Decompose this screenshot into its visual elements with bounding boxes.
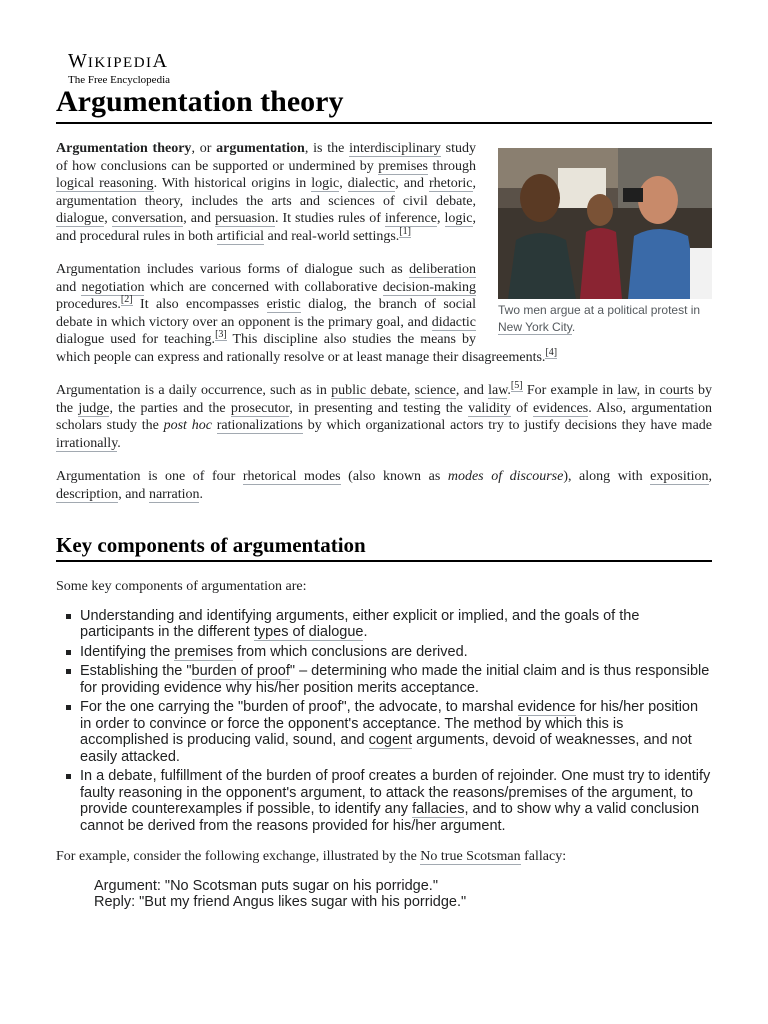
link-evidences[interactable]: evidences	[533, 400, 589, 416]
link-didactic[interactable]: didactic	[431, 314, 476, 330]
link-narration[interactable]: narration	[148, 486, 200, 502]
link-dialectic[interactable]: dialectic	[347, 176, 396, 191]
link-types-of-dialogue[interactable]: types of dialogue	[253, 624, 364, 640]
list-item: Establishing the "burden of proof" – determining who made the initial claim and is thus responsible for providing evidence why his/her position merits acceptance.	[80, 663, 712, 696]
argument-line: Argument: "No Scotsman puts sugar on his porridge."	[94, 877, 438, 894]
link-law[interactable]: law	[488, 383, 508, 398]
paragraph-4: Argumentation is one of four rhetorical modes (also known as modes of discourse), along with exposition, description, and narration.	[56, 469, 712, 502]
link-rationalizations[interactable]: rationalizations	[216, 418, 303, 433]
link-premises-2[interactable]: premises	[174, 643, 234, 660]
link-dialogue[interactable]: dialogue	[56, 211, 105, 226]
page-title: Argumentation theory	[56, 84, 712, 124]
link-new-york-city[interactable]: New York City	[498, 320, 572, 334]
link-irrationally[interactable]: irrationally	[56, 435, 118, 451]
link-logic[interactable]: logic	[311, 176, 340, 191]
paragraph-3: Argumentation is a daily occurrence, such as in public debate, science, and law.[5] For example in law, in courts by the judge, the parties and the prosecutor, in presenting and testing the validity of evidences. Also, argumentation scholars study the post hoc rationalizations by which organizational actors try to justify decisions they have made irrationally.	[56, 380, 712, 451]
link-description[interactable]: description	[56, 486, 119, 502]
list-item: Identifying the premises from which conclusions are derived.	[80, 644, 712, 661]
link-deliberation[interactable]: deliberation	[409, 262, 476, 277]
infobox-figure	[498, 148, 712, 336]
link-public-debate[interactable]: public debate	[331, 383, 407, 398]
citation-5[interactable]: [5]	[510, 380, 523, 392]
link-prosecutor[interactable]: prosecutor	[230, 400, 290, 416]
protest-photo[interactable]	[498, 148, 712, 299]
link-logical-reasoning[interactable]: logical reasoning	[56, 176, 154, 191]
link-rhetoric[interactable]: rhetoric	[428, 176, 473, 191]
citation-1[interactable]: [1]	[399, 225, 411, 237]
link-law-2[interactable]: law	[617, 383, 637, 398]
components-list	[56, 608, 712, 835]
citation-4[interactable]: [4]	[545, 346, 558, 358]
paragraph-1: Argumentation theory, or argumentation, is the interdisciplinary study of how conclusions can be supported or undermined by premises through logical reasoning. With historical origins in logic, dialectic, and rhetoric, argumentation theory, includes the arts and sciences of civil debate, dialogue, conversation, and persuasion. It studies rules of inference, logic, and procedural rules in both artificial and real-world settings.[1]	[56, 141, 477, 244]
article-body	[56, 140, 712, 911]
paragraph-2: Argumentation includes various forms of dialogue such as deliberation and negotiation which are concerned with collaborative decision-making procedures.[2] It also encompasses eristic dialog, the branch of social debate in which victory over an opponent is the primary goal, and didactic dialogue used for teaching.[3] This discipline also studies the means by which people can express and rationally resolve or at least manage their disagreements.[4]	[56, 262, 558, 365]
link-science[interactable]: science	[414, 383, 456, 398]
link-logic-2[interactable]: logic	[444, 211, 473, 226]
link-validity[interactable]: validity	[468, 400, 511, 416]
reply-line: Reply: "But my friend Angus likes sugar with his porridge."	[94, 894, 467, 910]
list-item: Understanding and identifying arguments, either explicit or implied, and the goals of the participants in the different types of dialogue.	[80, 608, 712, 641]
wikipedia-logo[interactable]	[68, 50, 170, 87]
link-inference[interactable]: inference	[384, 211, 437, 226]
citation-2[interactable]: [2]	[120, 294, 133, 306]
link-no-true-scotsman[interactable]: No true Scotsman	[420, 849, 521, 864]
link-eristic[interactable]: eristic	[266, 297, 301, 312]
link-conversation[interactable]: conversation	[111, 211, 184, 226]
link-judge[interactable]: judge	[78, 400, 110, 416]
link-courts[interactable]: courts	[659, 383, 694, 398]
citation-3[interactable]: [3]	[215, 329, 227, 341]
example-paragraph: For example, consider the following exchange, illustrated by the No true Scotsman fallacy:	[56, 849, 567, 864]
link-premises[interactable]: premises	[378, 158, 428, 174]
figure-caption: Two men argue at a political protest in New York City.	[498, 303, 701, 334]
link-rhetorical-modes[interactable]: rhetorical modes	[242, 469, 341, 484]
section-heading: Key components of argumentation	[56, 531, 712, 562]
link-fallacies[interactable]: fallacies	[412, 801, 465, 817]
link-exposition[interactable]: exposition	[650, 469, 709, 484]
link-persuasion[interactable]: persuasion	[215, 211, 275, 226]
link-interdisciplinary[interactable]: interdisciplinary	[349, 141, 441, 156]
link-negotiation[interactable]: negotiation	[81, 279, 145, 295]
link-artificial[interactable]: artificial	[216, 228, 264, 244]
logo-wordmark: WIKIPEDIA	[68, 50, 168, 72]
logo-tagline: The Free Encyclopedia	[68, 74, 171, 86]
link-cogent[interactable]: cogent	[368, 732, 413, 748]
list-item: In a debate, fulfillment of the burden of proof creates a burden of rejoinder. One must try to identify faulty reasoning in the opponent's argument, to attack the reasons/premises of the argument, to provide counterexamples if possible, to identify any fallacies, and to show why a valid conclusion cannot be derived from the reasons provided for his/her argument.	[80, 768, 711, 834]
link-evidence[interactable]: evidence	[517, 699, 576, 715]
section-intro: Some key components of argumentation are:	[56, 579, 307, 594]
list-item: For the one carrying the "burden of proof", the advocate, to marshal evidence for his/her position in order to convince or force the opponent's acceptance. The method by which this is accomplished is producing valid, sound, and cogent arguments, devoid of weaknesses, and not easily attacked.	[80, 699, 712, 765]
link-decision-making[interactable]: decision-making	[382, 279, 476, 295]
example-exchange	[94, 878, 712, 911]
link-burden-of-proof[interactable]: burden of proof	[191, 663, 290, 679]
